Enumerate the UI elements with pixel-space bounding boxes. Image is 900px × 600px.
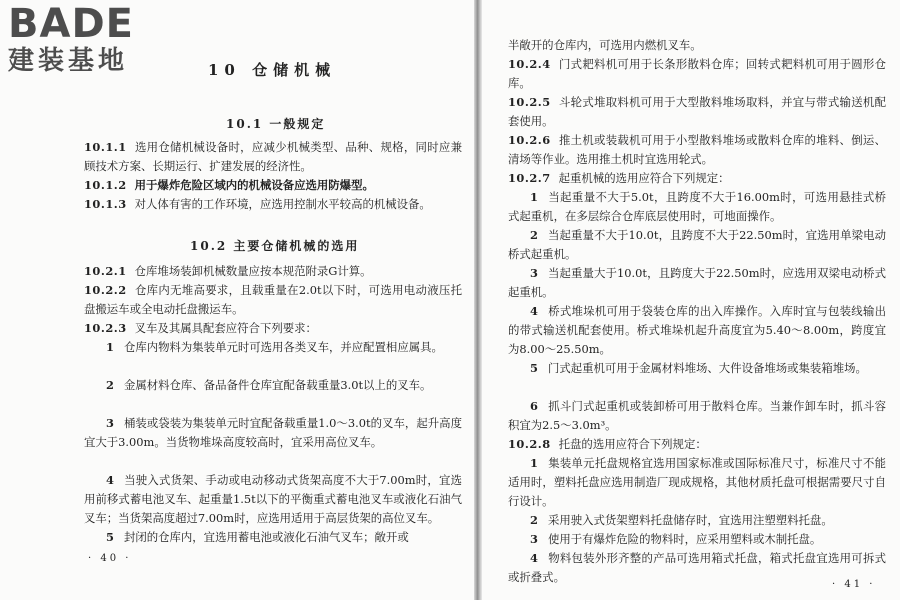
item-text: 当起重量不大于5.0t，且跨度不大于16.00m时，可选用悬挂式桥式起重机，在多层综合仓库底层使用时，可地面操作。 (508, 190, 886, 224)
item-10-2-7-3 (508, 264, 886, 302)
item-text: 桶装或袋装为集装单元时宜配备载重量1.0～3.0t的叉车，起升高度宜大于3.00m。当货物堆垛高度较高时，宜采用高位叉车。 (84, 416, 462, 450)
item-10-2-7-5 (508, 359, 886, 378)
item-text: 集装单元托盘规格宜选用国家标准或国际标准尺寸，标准尺寸不能适用时，塑料托盘应选用制造厂现成规格，其他材质托盘可根据需要尺寸自行设计。 (508, 456, 886, 509)
clause-number: 10.2.1 (84, 264, 127, 278)
item-number: 1 (530, 456, 538, 470)
clause-text: 用于爆炸危险区域内的机械设备应选用防爆型。 (134, 178, 374, 192)
item-number: 4 (106, 473, 114, 487)
clause-10-1-2 (84, 176, 462, 195)
item-text: 仓库内物料为集装单元时可选用各类叉车，并应配置相应属具。 (123, 340, 443, 354)
item-number: 4 (530, 304, 538, 318)
item-10-2-7-4 (508, 302, 886, 360)
clause-text: 叉车及其属具配套应符合下列要求： (134, 321, 317, 335)
item-text: 采用驶入式货架塑料托盘储存时，宜选用注塑塑料托盘。 (547, 513, 833, 527)
book-gutter (474, 0, 482, 600)
item-10-2-3-2 (84, 376, 462, 395)
clause-10-2-5 (508, 93, 886, 131)
clause-10-2-8 (508, 435, 886, 454)
clause-text: 门式耙料机可用于长条形散料仓库；回转式耙料机可用于圆形仓库。 (508, 57, 886, 91)
clause-number: 10.2.5 (508, 95, 551, 109)
item-number: 5 (530, 361, 538, 375)
clause-10-2-1 (84, 262, 462, 281)
section-title-10-2: 10.2 主要仓储机械的选用 (190, 239, 360, 253)
logo-latin: BADE (8, 1, 134, 47)
clause-text: 仓库内无堆高要求，且载重量在2.0t以下时，可选用电动液压托盘搬运车或全电动托盘搬运车。 (84, 283, 462, 317)
item-text: 当起重量大于10.0t，且跨度大于22.50m时，应选用双梁电动桥式起重机。 (508, 266, 886, 300)
chapter-title: 10 仓储机械 (208, 61, 337, 79)
item-10-2-3-4 (84, 471, 462, 529)
clause-text: 选用仓储机械设备时，应减少机械类型、品种、规格，同时应兼顾技术方案、长期运行、扩建发展的经济性。 (84, 140, 462, 174)
item-number: 2 (106, 378, 114, 392)
clause-number: 10.2.2 (84, 283, 127, 297)
clause-number: 10.2.3 (84, 321, 127, 335)
item-text: 抓斗门式起重机或装卸桥可用于散料仓库。当兼作卸车时，抓斗容积宜为2.5～3.0m³。 (508, 399, 886, 433)
clause-10-2-7 (508, 169, 886, 188)
clause-10-1-1 (84, 138, 462, 176)
right-page (482, 0, 900, 600)
clause-10-2-2 (84, 281, 462, 319)
item-text: 物料包装外形齐整的产品可选用箱式托盘，箱式托盘宜选用可拆式或折叠式。 (508, 551, 886, 585)
clause-10-2-6 (508, 131, 886, 169)
continuation-text: 半敞开的仓库内，可选用内燃机叉车。 (508, 38, 702, 52)
item-text: 桥式堆垛机可用于袋装仓库的出入库操作。入库时宜与包装线输出的带式输送机配套使用。桥式堆垛机起升高度宜为5.40～8.00m，跨度宜为8.00～25.50m。 (508, 304, 886, 357)
clause-number: 10.1.1 (84, 140, 127, 154)
item-text: 金属材料仓库、备品备件仓库宜配备载重量3.0t以上的叉车。 (123, 378, 432, 392)
clause-text: 斗轮式堆取料机可用于大型散料堆场取料，并宜与带式输送机配套使用。 (508, 95, 886, 129)
clause-10-2-3 (84, 319, 462, 338)
item-number: 1 (530, 190, 538, 204)
item-10-2-3-5 (84, 528, 462, 547)
item-text: 当驶入式货架、手动或电动移动式货架高度不大于7.00m时，宜选用前移式蓄电池叉车、起重量1.5t以下的平衡重式蓄电池叉车或液化石油气叉车；当货架高度超过7.00m时，应选用适用于高层货架的高位叉车。 (84, 473, 462, 526)
item-number: 3 (530, 266, 538, 280)
item-number: 4 (530, 551, 538, 565)
item-number: 6 (530, 399, 538, 413)
clause-number: 10.2.7 (508, 171, 551, 185)
clause-text: 对人体有害的工作环境，应选用控制水平较高的机械设备。 (134, 197, 431, 211)
item-number: 3 (530, 532, 538, 546)
item-10-2-8-1 (508, 454, 886, 512)
logo-chinese: 建装基地 (8, 46, 129, 76)
clause-number: 10.2.8 (508, 437, 551, 451)
clause-number: 10.1.2 (84, 178, 127, 192)
item-text: 门式起重机可用于金属材料堆场、大件设备堆场或集装箱堆场。 (547, 361, 867, 375)
clause-10-1-3 (84, 195, 462, 214)
item-10-2-8-3 (508, 530, 886, 549)
clause-number: 10.2.6 (508, 133, 551, 147)
item-10-2-7-2 (508, 226, 886, 264)
section-title-10-1: 10.1 一般规定 (226, 117, 326, 131)
clause-10-2-4 (508, 55, 886, 93)
item-text: 封闭的仓库内，宜选用蓄电池或液化石油气叉车；敞开或 (123, 530, 409, 544)
clause-number: 10.2.4 (508, 57, 551, 71)
item-number: 5 (106, 530, 114, 544)
bade-logo (8, 1, 178, 78)
clause-text: 推土机或装载机可用于小型散料堆场或散料仓库的堆料、倒运、清场等作业。选用推土机时宜选用轮式。 (508, 133, 886, 167)
item-text: 当起重量不大于10.0t，且跨度不大于22.50m时，宜选用单梁电动桥式起重机。 (508, 228, 886, 262)
item-number: 1 (106, 340, 114, 354)
item-10-2-7-6 (508, 397, 886, 435)
clause-number: 10.1.3 (84, 197, 127, 211)
item-number: 2 (530, 228, 538, 242)
clause-text: 仓库堆场装卸机械数量应按本规范附录G计算。 (134, 264, 372, 278)
item-10-2-3-3 (84, 414, 462, 452)
page-number-left: · 40 · (88, 553, 132, 564)
clause-text: 托盘的选用应符合下列规定： (558, 437, 707, 451)
item-10-2-8-2 (508, 511, 886, 530)
clause-text: 起重机械的选用应符合下列规定： (558, 171, 730, 185)
item-10-2-8-4 (508, 549, 886, 587)
item-number: 3 (106, 416, 114, 430)
item-10-2-3-1 (84, 338, 462, 357)
item-10-2-7-1 (508, 188, 886, 226)
item-number: 2 (530, 513, 538, 527)
item-text: 使用于有爆炸危险的物料时，应采用塑料或木制托盘。 (547, 532, 822, 546)
page-number-right: · 41 · (832, 579, 876, 590)
